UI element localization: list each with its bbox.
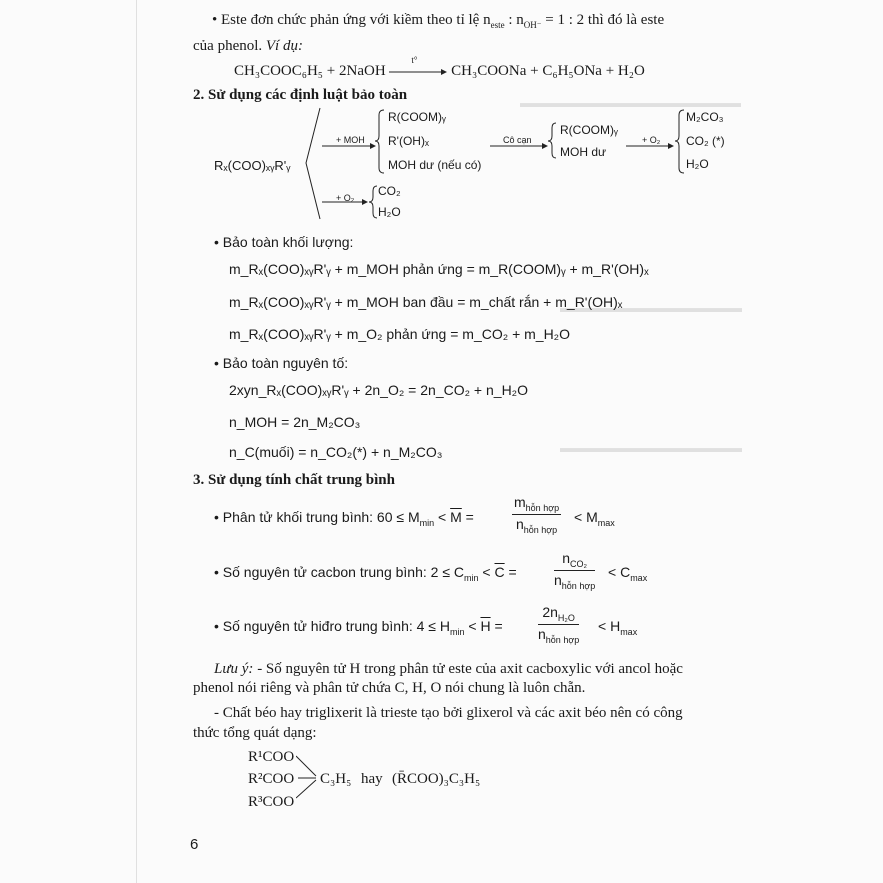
note-line3: - Chất béo hay triglixerit là trieste tạo bởi glixerol và các axit béo nên có công — [214, 705, 683, 721]
bleed-through-text: ▬▬▬▬▬▬▬▬▬▬▬▬▬▬▬▬▬ — [520, 95, 741, 110]
mass-eq-1: m_Rₓ(COO)ₓᵧR'ᵧ + m_MOH phản ứng = m_R(COOM)ᵧ + m_R'(OH)ₓ — [229, 261, 649, 277]
book-page: ▬▬▬▬▬▬▬▬▬▬▬▬▬▬▬▬▬ ▬▬▬▬▬▬▬▬▬▬▬▬▬▬ ▬▬▬▬▬▬▬▬▬▬▬▬▬▬ • Este đơn chức phản ứng với kiềm theo tỉ lệ $n_{este}$ : $n_{OH^-} = 1$ : 2 thì đó là este của phenol. Ví dụ: CH₃COOC₆H₅ + 2NaOH t° CH₃COONa + C₆H₅ONa + H₂O 2. Sử dụng các định luật bảo toàn Rₓ(COO)ₓᵧR'ᵧ + MOH R(COOM)ᵧ R'(OH)ₓ MOH dư (nếu có) Cô cạn R(COOM)ᵧ MOH dư + O₂ M₂CO₃ CO₂ (*) H₂O + O₂ CO₂ H₂O • Bảo toàn khối lượng: m_Rₓ(COO)ₓᵧR'ᵧ + m_MOH phản ứng = m_R(COOM)ᵧ + m_R'(OH)ₓ m_Rₓ(COO)ₓᵧR'ᵧ + m_MOH ban đầu = m_chất rắn + m_R'(OH)ₓ m_Rₓ(COO)ₓᵧR'ᵧ + m_O₂ phản ứng = m_CO₂ + m_H₂O • Bảo toàn nguyên tố: 2xyn_Rₓ(COO)ₓᵧR'ᵧ + 2n_O₂ = 2n_CO₂ + n_H₂O n_MOH = 2n_M₂CO₃ n_C(muối) = n_CO₂(*) + n_M₂CO₃ 3. Sử dụng tính chất trung bình • Phân tử khối trung bình: $60 \le M_{min} < \overline{M}$ = $m_{hỗn hợp}$ $n_{hỗn hợp}$ < $M_{max}$ • Số nguyên tử cacbon trung bình: $2 \le C_{min} < \overline{C}$ = $n_{CO_2}$ $n_{hỗn hợp}$ < $C_{max}$ • Số nguyên tử hiđro trung bình: $4 \le H_{min} < \overline{H}$ = $2n_{H_2O}$ $n_{hỗn hợp}$ < $H_{max}$ Lưu ý: - Số nguyên tử H trong phân tử este của axit cacboxylic với ancol hoặc phenol nói riêng và phân tử chứa C, H, O nói chung là luôn chẵn. - Chất béo hay triglixerit là trieste tạo bởi glixerol và các axit béo nên có công thức tổng quát dạng: R¹COO R²COO R³COO C₃H₅ hay (R̄COO)₃C₃H₅ 6 — [0, 0, 883, 883]
example-equation: CH₃COOC₆H₅ + 2NaOH t° CH₃COONa + C₆H₅ONa + H₂O — [234, 54, 645, 79]
arrow-right-icon — [389, 68, 447, 76]
intro-line2: của phenol. Ví dụ: — [193, 38, 303, 54]
intro-line1: Este đơn chức phản ứng với kiềm theo tỉ lệ n — [221, 12, 491, 28]
fraction: $2n_{H_2O}$ $n_{hỗn hợp}$ — [538, 604, 580, 645]
fraction: $n_{CO_2}$ $n_{hỗn hợp}$ — [554, 550, 596, 591]
mass-title: • Bảo toàn khối lượng: — [214, 234, 354, 250]
note-line2: phenol nói riêng và phân tử chứa C, H, O nói chung là luôn chẵn. — [193, 680, 586, 696]
fraction: $m_{hỗn hợp}$ $n_{hỗn hợp}$ — [514, 494, 560, 535]
page-gutter-line — [136, 0, 137, 883]
element-eq-2: n_MOH = 2n_M₂CO₃ — [229, 414, 361, 430]
scheme-reactant: Rₓ(COO)ₓᵧR'ᵧ — [214, 158, 291, 173]
section3-heading: 3. Sử dụng tính chất trung bình — [193, 472, 395, 488]
mass-eq-3: m_Rₓ(COO)ₓᵧR'ᵧ + m_O₂ phản ứng = m_CO₂ + m_H₂O — [229, 326, 571, 342]
mass-eq-2: m_Rₓ(COO)ₓᵧR'ᵧ + m_MOH ban đầu = m_chất rắn + m_R'(OH)ₓ — [229, 294, 623, 310]
element-eq-3: n_C(muối) = n_CO₂(*) + n_M₂CO₃ — [229, 444, 443, 460]
element-title: • Bảo toàn nguyên tố: — [214, 355, 349, 371]
element-eq-1: 2xyn_Rₓ(COO)ₓᵧR'ᵧ + 2n_O₂ = 2n_CO₂ + n_H₂O — [229, 382, 528, 398]
reaction-arrow: t° — [389, 63, 447, 81]
page-number: 6 — [190, 836, 199, 853]
bleed-through-text: ▬▬▬▬▬▬▬▬▬▬▬▬▬▬ — [560, 300, 742, 315]
intro-bullet: • Este đơn chức phản ứng với kiềm theo tỉ lệ $n_{este}$ : $n_{OH^-} = 1$ : 2 thì đó là este — [212, 12, 665, 30]
note-line4: thức tổng quát dạng: — [193, 725, 317, 741]
section2-heading: 2. Sử dụng các định luật bảo toàn — [193, 87, 408, 103]
scheme-braces — [300, 103, 710, 223]
note-line1: Lưu ý: - Số nguyên tử H trong phân tử este của axit cacboxylic với ancol hoặc — [214, 661, 683, 677]
structure-bonds — [296, 750, 322, 802]
bleed-through-text: ▬▬▬▬▬▬▬▬▬▬▬▬▬▬ — [560, 440, 742, 455]
